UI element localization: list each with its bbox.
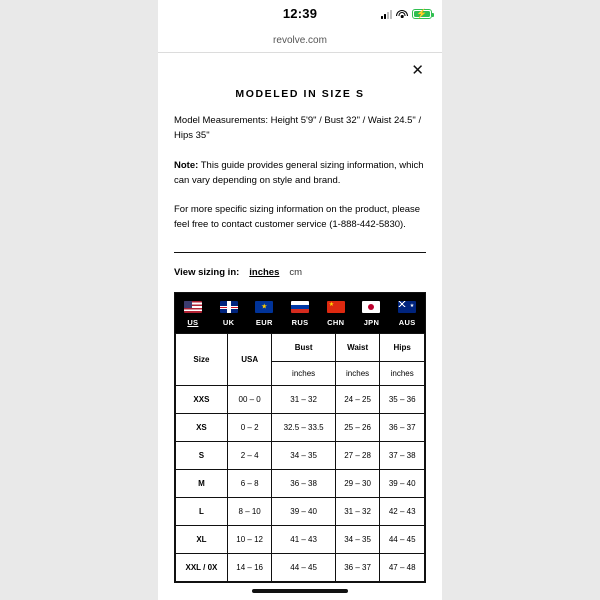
cell-hips: 44 – 45 xyxy=(380,526,425,554)
flag-us-icon xyxy=(184,301,202,313)
region-tab-label: CHN xyxy=(327,318,345,328)
table-row xyxy=(176,442,425,470)
cell-size: XXS xyxy=(176,386,228,414)
flag-rus-icon xyxy=(291,301,309,313)
cell-bust: 34 – 35 xyxy=(272,442,335,470)
cell-hips: 36 – 37 xyxy=(380,414,425,442)
cell-waist: 27 – 28 xyxy=(335,442,380,470)
cell-waist: 25 – 26 xyxy=(335,414,380,442)
cell-hips: 37 – 38 xyxy=(380,442,425,470)
page-title: MODELED IN SIZE S xyxy=(235,88,365,100)
size-table xyxy=(175,333,425,582)
cell-usa: 10 – 12 xyxy=(227,526,272,554)
header-usa: USA xyxy=(227,334,272,386)
region-tab-us[interactable] xyxy=(175,301,211,327)
unit-waist: inches xyxy=(335,362,380,386)
cell-hips: 47 – 48 xyxy=(380,554,425,582)
note-text: This guide provides general sizing information, which can vary depending on style and brand. xyxy=(174,160,424,187)
cell-usa: 14 – 16 xyxy=(227,554,272,582)
header-hips: Hips xyxy=(380,334,425,362)
table-row xyxy=(176,414,425,442)
region-tab-label: RUS xyxy=(291,318,309,328)
note-label: Note: xyxy=(174,160,199,172)
flag-aus-icon xyxy=(398,301,416,313)
battery-charging-icon: ⚡ xyxy=(412,9,432,19)
wifi-icon xyxy=(396,10,408,19)
region-tab-chn[interactable] xyxy=(318,301,354,327)
region-tab-bar xyxy=(175,293,425,333)
status-bar-time: 12:39 xyxy=(282,6,318,21)
region-tab-label: JPN xyxy=(363,318,380,328)
region-tab-aus[interactable] xyxy=(389,301,425,327)
table-header-row xyxy=(176,334,425,362)
cell-bust: 32.5 – 33.5 xyxy=(272,414,335,442)
cell-bust: 44 – 45 xyxy=(272,554,335,582)
cell-size: S xyxy=(176,442,228,470)
cell-waist: 36 – 37 xyxy=(335,554,380,582)
table-row xyxy=(176,470,425,498)
header-waist: Waist xyxy=(335,334,380,362)
cell-size: L xyxy=(176,498,228,526)
unit-hips: inches xyxy=(380,362,425,386)
size-chart xyxy=(174,292,426,583)
note-paragraph xyxy=(174,159,426,188)
region-tab-jpn[interactable] xyxy=(354,301,390,327)
unit-option-inches[interactable]: inches xyxy=(249,267,280,279)
cell-size: XL xyxy=(176,526,228,554)
contact-paragraph: For more specific sizing information on the product, please feel free to contact customer service (1-888-442-5830). xyxy=(174,203,421,230)
cell-waist: 34 – 35 xyxy=(335,526,380,554)
cell-size: XS xyxy=(176,414,228,442)
divider xyxy=(174,252,426,253)
model-measurements-text: Model Measurements: Height 5'9" / Bust 32" / Waist 24.5" / Hips 35" xyxy=(174,115,422,141)
table-row xyxy=(176,526,425,554)
cell-usa: 8 – 10 xyxy=(227,498,272,526)
status-bar xyxy=(158,0,442,28)
region-tab-label: EUR xyxy=(255,318,273,328)
cell-hips: 39 – 40 xyxy=(380,470,425,498)
cell-bust: 31 – 32 xyxy=(272,386,335,414)
close-icon[interactable]: ✕ xyxy=(411,62,424,79)
view-sizing-label: View sizing in: xyxy=(174,267,240,279)
flag-eur-icon xyxy=(255,301,273,313)
status-bar-indicators xyxy=(381,9,432,19)
flag-uk-icon xyxy=(220,301,238,313)
cell-bust: 41 – 43 xyxy=(272,526,335,554)
region-tab-label: UK xyxy=(222,318,235,328)
table-row xyxy=(176,386,425,414)
phone-viewport xyxy=(158,0,442,600)
cell-bust: 36 – 38 xyxy=(272,470,335,498)
unit-bust: inches xyxy=(272,362,335,386)
table-row xyxy=(176,498,425,526)
cell-bust: 39 – 40 xyxy=(272,498,335,526)
region-tab-label: AUS xyxy=(398,318,416,328)
cell-usa: 00 – 0 xyxy=(227,386,272,414)
cell-hips: 35 – 36 xyxy=(380,386,425,414)
table-row xyxy=(176,554,425,582)
region-tab-label: US xyxy=(187,318,199,328)
home-indicator[interactable] xyxy=(252,589,348,593)
flag-jpn-icon xyxy=(362,301,380,313)
region-tab-rus[interactable] xyxy=(282,301,318,327)
cell-hips: 42 – 43 xyxy=(380,498,425,526)
cell-size: M xyxy=(176,470,228,498)
cell-usa: 2 – 4 xyxy=(227,442,272,470)
cell-waist: 29 – 30 xyxy=(335,470,380,498)
cell-size: XXL / 0X xyxy=(176,554,228,582)
region-tab-eur[interactable] xyxy=(246,301,282,327)
browser-url-bar[interactable] xyxy=(158,28,442,52)
header-size: Size xyxy=(176,334,228,386)
cell-usa: 0 – 2 xyxy=(227,414,272,442)
region-tab-uk[interactable] xyxy=(211,301,247,327)
unit-option-cm[interactable]: cm xyxy=(289,267,303,279)
flag-chn-icon xyxy=(327,301,345,313)
cellular-signal-icon xyxy=(381,10,392,19)
size-guide-modal xyxy=(158,53,442,600)
header-bust: Bust xyxy=(272,334,335,362)
unit-toggle-row xyxy=(174,267,426,278)
cell-usa: 6 – 8 xyxy=(227,470,272,498)
cell-waist: 31 – 32 xyxy=(335,498,380,526)
cell-waist: 24 – 25 xyxy=(335,386,380,414)
url-text: revolve.com xyxy=(273,34,327,46)
close-row xyxy=(174,53,426,78)
